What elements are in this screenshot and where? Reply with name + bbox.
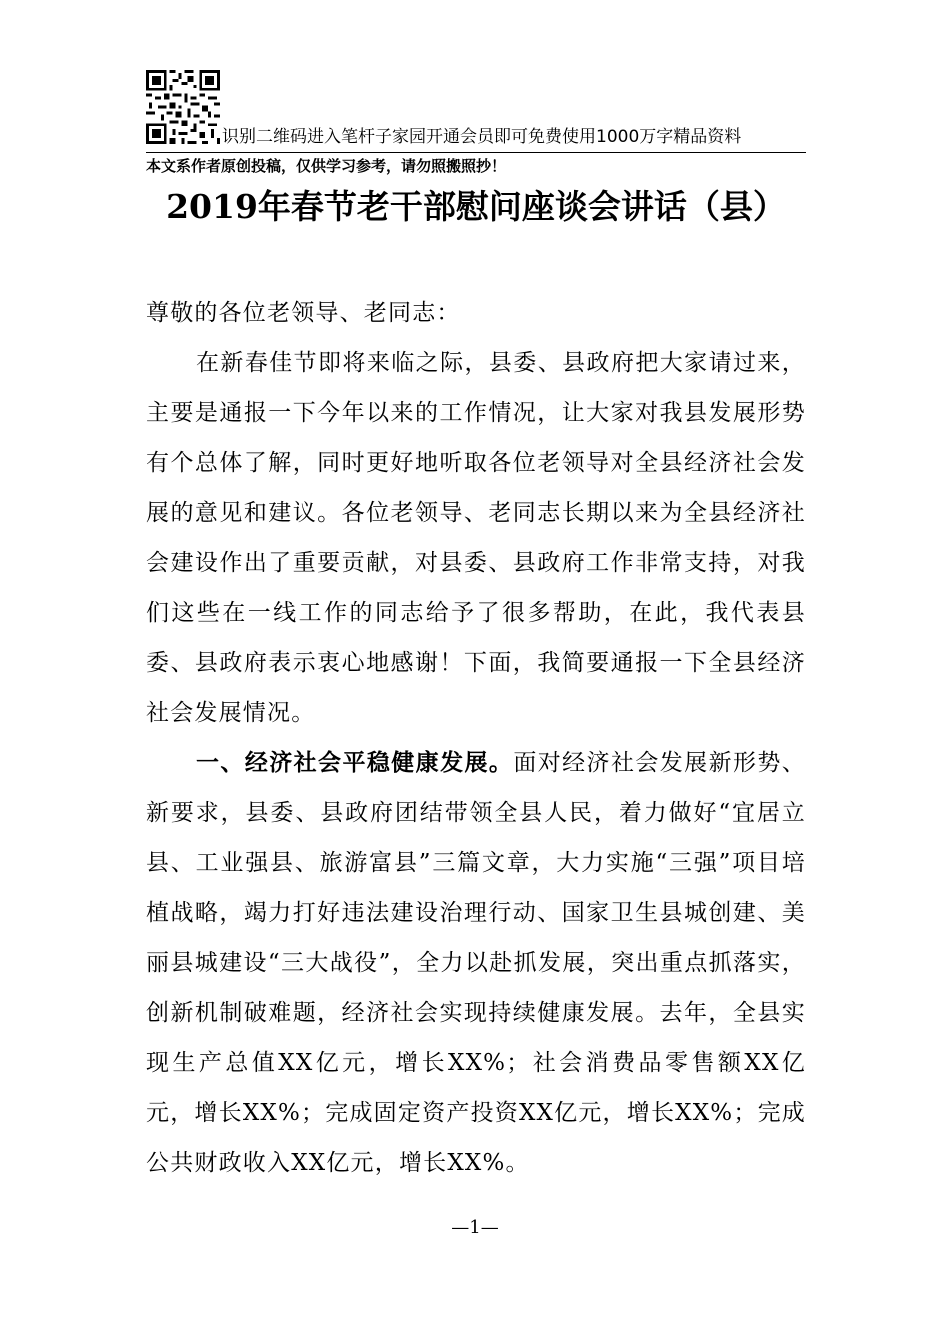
promo-text: 识别二维码进入笔杆子家园开通会员即可免费使用1000万字精品资料	[222, 127, 742, 147]
section-text: 面对经济社会发展新形势、新要求，县委、县政府团结带领全县人民，着力做好“宜居立县、工业强县、旅游富县”三篇文章，大力实施“三强”项目培植战略，竭力打好违法建设治理行动、国家卫生县城创建、美丽县城建设“三大战役”，全力以赴抓发展，突出重点抓落实，创新机制破难题，经济社会实现持续健康发展。去年，全县实现生产总值XX亿元，增长XX%；社会消费品零售额XX亿元，增长XX%；完成固定资产投资XX亿元，增长XX%；完成公共财政收入XX亿元，增长XX%。	[146, 750, 806, 1176]
disclaimer-text: 本文系作者原创投稿，仅供学习参考，请勿照搬照抄！	[146, 157, 507, 175]
qr-code-icon[interactable]	[146, 70, 220, 144]
document-body	[146, 288, 806, 1188]
document-title: 2019年春节老干部慰问座谈会讲话（县）	[166, 187, 786, 226]
section-paragraph	[146, 738, 806, 1188]
page-number: —1—	[451, 1217, 499, 1238]
header-divider	[146, 152, 806, 153]
paragraph: 在新春佳节即将来临之际，县委、县政府把大家请过来，主要是通报一下今年以来的工作情况，让大家对我县发展形势有个总体了解，同时更好地听取各位老领导对全县经济社会发展的意见和建议。各位老领导、老同志长期以来为全县经济社会建设作出了重要贡献，对县委、县政府工作非常支持，对我们这些在一线工作的同志给予了很多帮助，在此，我代表县委、县政府表示衷心地感谢！下面，我简要通报一下全县经济社会发展情况。	[146, 350, 806, 726]
section-heading: 一、经济社会平稳健康发展。	[196, 749, 514, 776]
salutation: 尊敬的各位老领导、老同志：	[146, 300, 461, 326]
